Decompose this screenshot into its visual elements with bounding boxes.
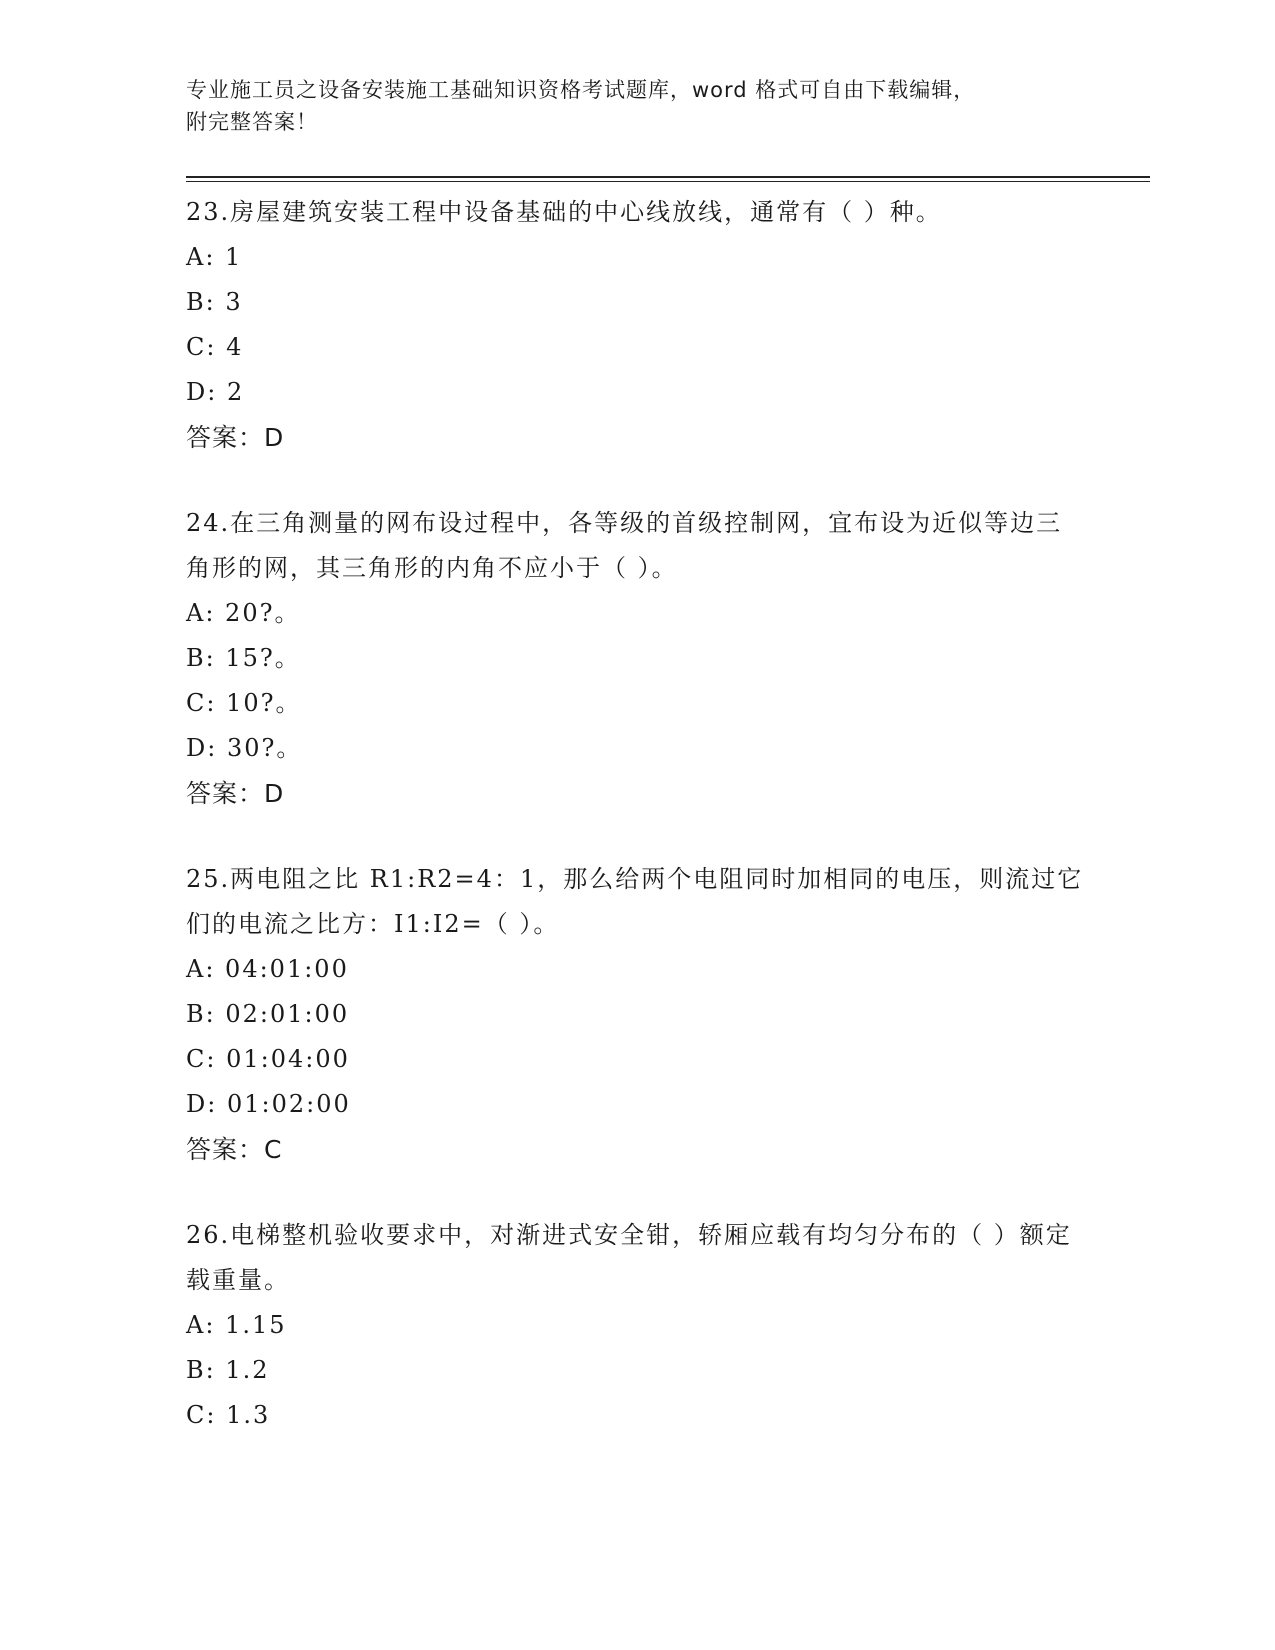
option-c: C: 1.3	[186, 1401, 271, 1429]
document-header	[186, 74, 1086, 138]
question-25	[186, 857, 1086, 1173]
question-26	[186, 1213, 1086, 1438]
answer: 答案：D	[186, 423, 285, 452]
question-text: 25.两电阻之比 R1:R2=4：1，那么给两个电阻同时加相同的电压，则流过它们的电流之比方：I1:I2=（ ）。	[186, 865, 1084, 938]
option-b: B: 1.2	[186, 1356, 270, 1384]
option-b: B: 3	[186, 288, 243, 316]
option-b: B: 02:01:00	[186, 1000, 350, 1028]
option-a: A: 1.15	[186, 1311, 287, 1339]
option-a: A: 20?。	[186, 599, 301, 627]
header-title-line2: 附完整答案！	[186, 110, 318, 134]
option-c: C: 4	[186, 333, 244, 361]
option-c: C: 01:04:00	[186, 1045, 350, 1073]
answer: 答案：D	[186, 779, 285, 808]
question-24	[186, 501, 1086, 817]
option-d: D: 2	[186, 378, 245, 406]
question-text: 24.在三角测量的网布设过程中，各等级的首级控制网，宜布设为近似等边三角形的网，其三角形的内角不应小于（ ）。	[186, 509, 1063, 582]
option-b: B: 15?。	[186, 644, 301, 672]
header-divider-thick	[186, 176, 1150, 178]
answer: 答案：C	[186, 1135, 283, 1164]
option-a: A: 04:01:00	[186, 955, 349, 983]
question-23	[186, 190, 1086, 461]
question-text: 23.房屋建筑安装工程中设备基础的中心线放线，通常有（ ）种。	[186, 198, 942, 226]
question-text: 26.电梯整机验收要求中，对渐进式安全钳，轿厢应载有均匀分布的（ ）额定载重量。	[186, 1221, 1072, 1294]
option-d: D: 30?。	[186, 734, 303, 762]
option-d: D: 01:02:00	[186, 1090, 351, 1118]
header-divider-thin	[186, 181, 1150, 182]
question-list	[186, 190, 1086, 1478]
option-c: C: 10?。	[186, 689, 302, 717]
header-title-line1: 专业施工员之设备安装施工基础知识资格考试题库，word 格式可自由下载编辑，	[186, 78, 976, 102]
option-a: A: 1	[186, 243, 243, 271]
